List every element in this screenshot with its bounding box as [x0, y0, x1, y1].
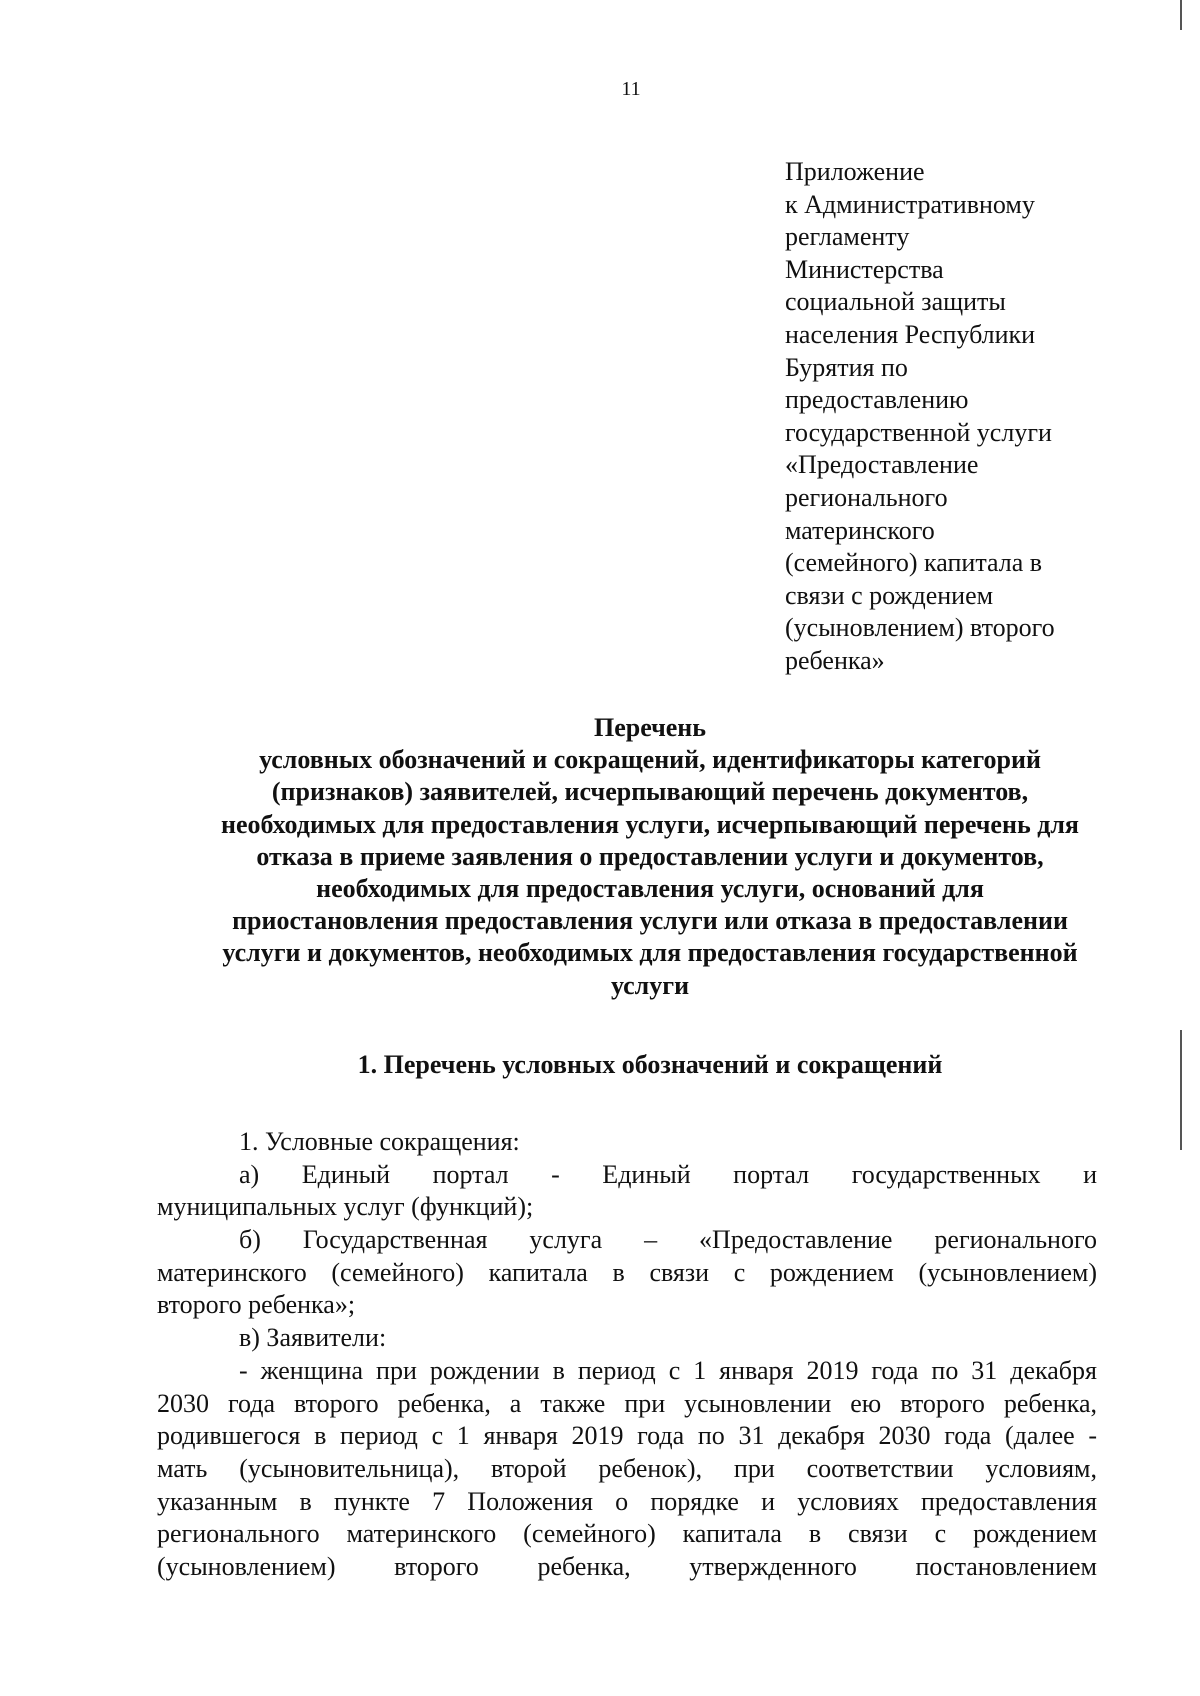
- appendix-line: «Предоставление: [785, 450, 979, 480]
- body-line: - женщина при рождении в период с 1 января 2019 года по 31 декабря: [239, 1355, 1097, 1385]
- title-line: отказа в приеме заявления о предоставлении услуги и документов,: [256, 841, 1044, 871]
- appendix-line: предоставлению: [785, 385, 969, 415]
- title-line: Перечень: [593, 713, 707, 742]
- appendix-line: (усыновлением) второго: [785, 613, 1055, 643]
- title-line: необходимых для предоставления услуги, исчерпывающий перечень для: [221, 809, 1079, 839]
- title-line: условных обозначений и сокращений, идентификаторы категорий: [259, 745, 1041, 775]
- appendix-line: Приложение: [785, 157, 925, 186]
- appendix-line: Бурятия по: [785, 352, 908, 382]
- appendix-line: регионального: [785, 482, 948, 512]
- body-line: мать (усыновительница), второй ребенок), при соответствии условиям,: [157, 1453, 1097, 1483]
- appendix-line: Министерства: [785, 254, 944, 284]
- body-line: 2030 года второго ребенка, а также при усыновлении ею второго ребенка,: [157, 1388, 1097, 1418]
- appendix-block: [785, 156, 1085, 678]
- appendix-line: социальной защиты: [785, 287, 1006, 317]
- body-line: указанным в пункте 7 Положения о порядке и условиях предоставления: [157, 1486, 1097, 1516]
- body-line: второго ребенка»;: [157, 1290, 356, 1320]
- title-line: услуги и документов, необходимых для предоставления государственной: [222, 938, 1078, 968]
- appendix-line: к Административному: [785, 189, 1035, 219]
- body-line: материнского (семейного) капитала в связи с рождением (усыновлением): [157, 1257, 1097, 1287]
- body-text: [157, 1126, 1097, 1584]
- document-title: [150, 712, 1150, 1002]
- title-line: услуги: [610, 970, 690, 1000]
- page-number: 11: [621, 78, 641, 100]
- appendix-line: государственной услуги: [785, 417, 1052, 447]
- appendix-line: ребенка»: [785, 645, 885, 675]
- scan-edge-mark: [1180, 1030, 1182, 1150]
- body-line: 1. Условные сокращения:: [239, 1127, 520, 1156]
- scan-edge-mark: [1180, 0, 1182, 30]
- appendix-line: материнского: [785, 515, 935, 545]
- body-line: муниципальных услуг (функций);: [157, 1192, 534, 1222]
- appendix-line: связи с рождением: [785, 580, 994, 610]
- appendix-line: регламенту: [785, 222, 910, 252]
- appendix-line: (семейного) капитала в: [785, 548, 1043, 578]
- section-heading: 1. Перечень условных обозначений и сокращений: [357, 1050, 943, 1079]
- appendix-line: населения Республики: [785, 319, 1036, 349]
- body-line: (усыновлением) второго ребенка, утвержденного постановлением: [157, 1551, 1097, 1581]
- title-line: (признаков) заявителей, исчерпывающий перечень документов,: [271, 777, 1029, 807]
- body-line: родившегося в период с 1 января 2019 года по 31 декабря 2030 года (далее -: [157, 1421, 1097, 1451]
- body-line: а) Единый портал - Единый портал государственных и: [239, 1159, 1097, 1189]
- body-line: б) Государственная услуга – «Предоставление регионального: [239, 1225, 1097, 1255]
- body-line: в) Заявители:: [239, 1323, 387, 1353]
- body-line: регионального материнского (семейного) капитала в связи с рождением: [157, 1519, 1097, 1549]
- title-line: приостановления предоставления услуги или отказа в предоставлении: [232, 906, 1068, 936]
- title-line: необходимых для предоставления услуги, оснований для: [316, 874, 984, 904]
